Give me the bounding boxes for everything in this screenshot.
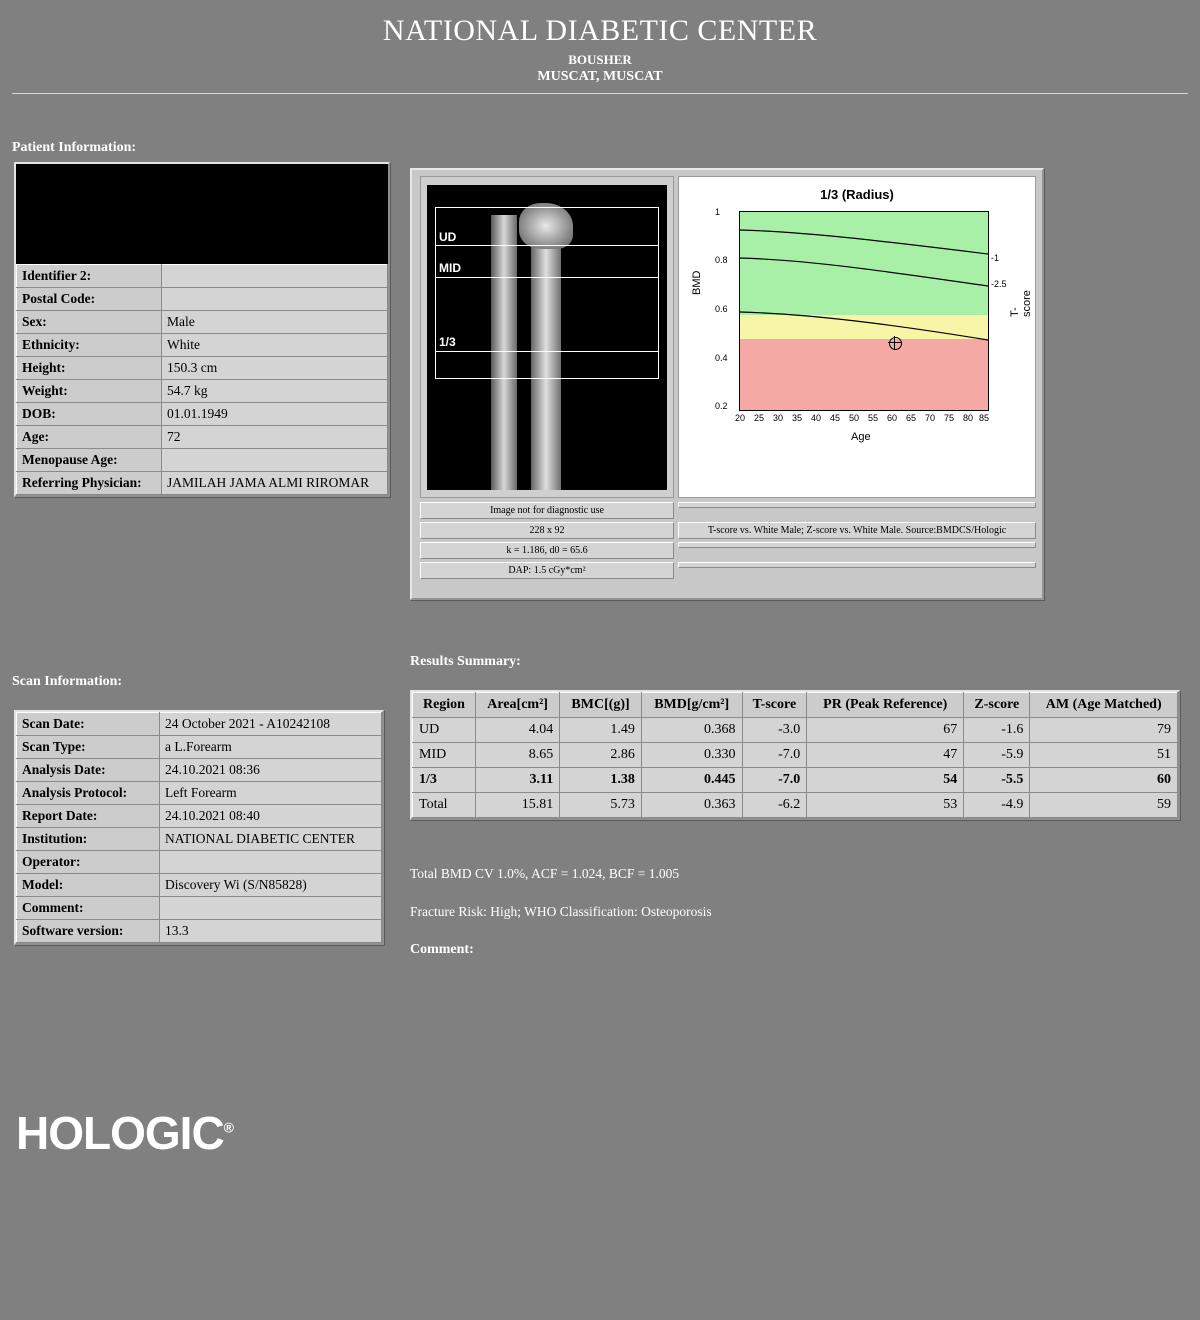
table-row <box>413 768 1178 793</box>
field-value <box>162 265 388 288</box>
x-tick-30: 30 <box>773 413 784 423</box>
column-header-area: Area[cm²] <box>475 693 559 718</box>
note-chart-blank-1 <box>678 502 1036 508</box>
results-summary-label: Results Summary: <box>410 654 521 669</box>
chart-x-axis-label: Age <box>851 431 871 443</box>
clinic-name: NATIONAL DIABETIC CENTER <box>382 14 818 47</box>
cell-bmd: 0.363 <box>641 793 742 818</box>
total-bmd-cv-text: Total BMD CV 1.0%, ACF = 1.024, BCF = 1.005 <box>410 866 680 881</box>
chart-y-axis-label: BMD <box>691 270 703 295</box>
field-value: 150.3 cm <box>162 357 388 380</box>
field-value: 24.10.2021 08:36 <box>160 759 382 782</box>
y-tick-0.8: 0.8 <box>715 255 728 265</box>
column-header-t-score: T-score <box>742 693 807 718</box>
scan-information-table <box>16 712 382 943</box>
field-value: 54.7 kg <box>162 380 388 403</box>
results-summary-table <box>412 692 1178 818</box>
field-label: Software version: <box>17 920 160 943</box>
field-label: Analysis Protocol: <box>17 782 160 805</box>
header-divider <box>12 93 1188 94</box>
x-tick-60: 60 <box>887 413 898 423</box>
field-value <box>160 897 382 920</box>
patient-data-point <box>889 337 902 350</box>
field-label: Report Date: <box>17 805 160 828</box>
field-value: a L.Forearm <box>160 736 382 759</box>
field-value: White <box>162 334 388 357</box>
cell-area: 4.04 <box>475 718 559 743</box>
field-value <box>162 288 388 311</box>
table-row <box>17 805 382 828</box>
field-value: 01.01.1949 <box>162 403 388 426</box>
chart-title: 1/3 (Radius) <box>820 187 894 202</box>
fracture-risk-text: Fracture Risk: High; WHO Classification: Osteoporosis <box>410 904 712 919</box>
roi-label-third: 1/3 <box>439 335 456 349</box>
table-row <box>17 357 388 380</box>
reference-curves <box>740 212 988 410</box>
cell-region: MID <box>413 743 476 768</box>
y-tick-0.2: 0.2 <box>715 401 728 411</box>
scan-information-label: Scan Information: <box>12 674 123 689</box>
table-row <box>17 403 388 426</box>
field-value: Discovery Wi (S/N85828) <box>160 874 382 897</box>
cell-z-score: -1.6 <box>964 718 1030 743</box>
field-label: Weight: <box>17 380 162 403</box>
report-header <box>0 0 1200 85</box>
note-image-dimensions: 228 x 92 <box>420 522 674 539</box>
scan-image-frame <box>420 176 674 498</box>
cell-bmc: 2.86 <box>560 743 642 768</box>
table-row <box>17 288 388 311</box>
table-row <box>17 380 388 403</box>
cell-bmc: 1.38 <box>560 768 642 793</box>
cell-t-score: -6.2 <box>742 793 807 818</box>
field-value: 24 October 2021 - A10242108 <box>160 713 382 736</box>
field-value <box>160 851 382 874</box>
comment-label: Comment: <box>410 942 474 957</box>
table-row <box>413 743 1178 768</box>
field-label: Ethnicity: <box>17 334 162 357</box>
table-row <box>17 828 382 851</box>
chart-plot-area <box>739 211 989 411</box>
x-tick-35: 35 <box>792 413 803 423</box>
field-label: Scan Date: <box>17 713 160 736</box>
cell-z-score: -4.9 <box>964 793 1030 818</box>
field-label: Height: <box>17 357 162 380</box>
x-tick-65: 65 <box>906 413 917 423</box>
patient-information-table <box>16 264 388 495</box>
hologic-logo <box>16 1106 233 1160</box>
patient-information-label: Patient Information: <box>12 140 137 155</box>
field-label: Operator: <box>17 851 160 874</box>
field-value: Male <box>162 311 388 334</box>
cell-t-score: -3.0 <box>742 718 807 743</box>
cell-z-score: -5.9 <box>964 743 1030 768</box>
cell-area: 3.11 <box>475 768 559 793</box>
x-tick-20: 20 <box>735 413 746 423</box>
cell-am: 79 <box>1030 718 1178 743</box>
clinic-location: MUSCAT, MUSCAT <box>537 69 663 84</box>
table-row <box>17 311 388 334</box>
note-chart-blank-2 <box>678 542 1036 548</box>
note-k-d0: k = 1.186, d0 = 65.6 <box>420 542 674 559</box>
cell-region: 1/3 <box>413 768 476 793</box>
x-tick-80: 80 <box>963 413 974 423</box>
table-row <box>17 759 382 782</box>
note-dap: DAP: 1.5 cGy*cm² <box>420 562 674 579</box>
field-label: Model: <box>17 874 160 897</box>
column-header-pr: PR (Peak Reference) <box>807 693 964 718</box>
roi-line-mid <box>435 277 659 278</box>
x-tick-50: 50 <box>849 413 860 423</box>
table-header-row <box>413 693 1178 718</box>
field-label: Identifier 2: <box>17 265 162 288</box>
cell-pr: 47 <box>807 743 964 768</box>
field-value: JAMILAH JAMA ALMI RIROMAR <box>162 472 388 495</box>
x-tick-75: 75 <box>944 413 955 423</box>
redacted-patient-name-block <box>16 164 388 264</box>
table-row <box>17 851 382 874</box>
table-row <box>17 449 388 472</box>
column-header-region: Region <box>413 693 476 718</box>
cell-t-score: -7.0 <box>742 743 807 768</box>
chart-y2-axis-label: T-score <box>1009 290 1033 317</box>
field-label: Age: <box>17 426 162 449</box>
cell-t-score: -7.0 <box>742 768 807 793</box>
table-row <box>17 265 388 288</box>
field-label: DOB: <box>17 403 162 426</box>
scan-image-and-chart-panel <box>410 168 1044 600</box>
cell-pr: 67 <box>807 718 964 743</box>
field-value <box>162 449 388 472</box>
x-tick-85: 85 <box>979 413 990 423</box>
roi-label-mid: MID <box>439 261 461 275</box>
x-tick-70: 70 <box>925 413 936 423</box>
table-row <box>17 920 382 943</box>
x-tick-45: 45 <box>830 413 841 423</box>
logo-text: HOLOGIC <box>16 1107 224 1159</box>
column-header-bmc: BMC[(g)] <box>560 693 642 718</box>
roi-line-ud <box>435 245 659 246</box>
patient-information-panel <box>14 162 390 497</box>
cell-bmd: 0.330 <box>641 743 742 768</box>
field-label: Institution: <box>17 828 160 851</box>
column-header-bmd: BMD[g/cm²] <box>641 693 742 718</box>
y-tick-1.0: 1 <box>715 207 721 217</box>
field-label: Scan Type: <box>17 736 160 759</box>
field-value: 24.10.2021 08:40 <box>160 805 382 828</box>
cell-am: 59 <box>1030 793 1178 818</box>
cell-bmd: 0.368 <box>641 718 742 743</box>
table-row <box>17 713 382 736</box>
note-score-reference: T-score vs. White Male; Z-score vs. White Male. Source:BMDCS/Hologic <box>678 522 1036 539</box>
table-row <box>17 874 382 897</box>
x-tick-40: 40 <box>811 413 822 423</box>
scan-information-panel <box>14 710 384 945</box>
table-row <box>413 718 1178 743</box>
field-label: Analysis Date: <box>17 759 160 782</box>
column-header-am: AM (Age Matched) <box>1030 693 1178 718</box>
cell-am: 51 <box>1030 743 1178 768</box>
cell-z-score: -5.5 <box>964 768 1030 793</box>
table-row <box>17 472 388 495</box>
field-value: NATIONAL DIABETIC CENTER <box>160 828 382 851</box>
cell-bmc: 5.73 <box>560 793 642 818</box>
x-tick-55: 55 <box>868 413 879 423</box>
forearm-dxa-image <box>427 185 667 490</box>
bmd-age-chart <box>678 176 1036 498</box>
cell-bmc: 1.49 <box>560 718 642 743</box>
roi-line-third <box>435 351 659 352</box>
field-label: Comment: <box>17 897 160 920</box>
table-row <box>17 426 388 449</box>
logo-registered-mark: ® <box>223 1119 233 1136</box>
table-row <box>17 782 382 805</box>
cell-region: UD <box>413 718 476 743</box>
y2-tick-minus1: -1 <box>991 253 1000 263</box>
cell-pr: 54 <box>807 768 964 793</box>
field-label: Referring Physician: <box>17 472 162 495</box>
cell-area: 15.81 <box>475 793 559 818</box>
y-tick-0.4: 0.4 <box>715 353 728 363</box>
table-row <box>17 334 388 357</box>
field-label: Sex: <box>17 311 162 334</box>
field-value: 13.3 <box>160 920 382 943</box>
roi-outer-box <box>435 207 659 379</box>
field-label: Postal Code: <box>17 288 162 311</box>
x-tick-25: 25 <box>754 413 765 423</box>
cell-area: 8.65 <box>475 743 559 768</box>
y2-tick-minus2.5: -2.5 <box>991 279 1007 289</box>
y-tick-0.6: 0.6 <box>715 304 728 314</box>
roi-label-ud: UD <box>439 230 457 244</box>
note-not-for-diagnostic-use: Image not for diagnostic use <box>420 502 674 519</box>
cell-bmd: 0.445 <box>641 768 742 793</box>
note-chart-blank-3 <box>678 562 1036 568</box>
field-value: Left Forearm <box>160 782 382 805</box>
table-row <box>413 793 1178 818</box>
column-header-z-score: Z-score <box>964 693 1030 718</box>
field-value: 72 <box>162 426 388 449</box>
clinic-branch: BOUSHER <box>568 52 632 67</box>
cell-pr: 53 <box>807 793 964 818</box>
results-summary-panel <box>410 690 1180 820</box>
table-row <box>17 736 382 759</box>
cell-am: 60 <box>1030 768 1178 793</box>
table-row <box>17 897 382 920</box>
cell-region: Total <box>413 793 476 818</box>
field-label: Menopause Age: <box>17 449 162 472</box>
